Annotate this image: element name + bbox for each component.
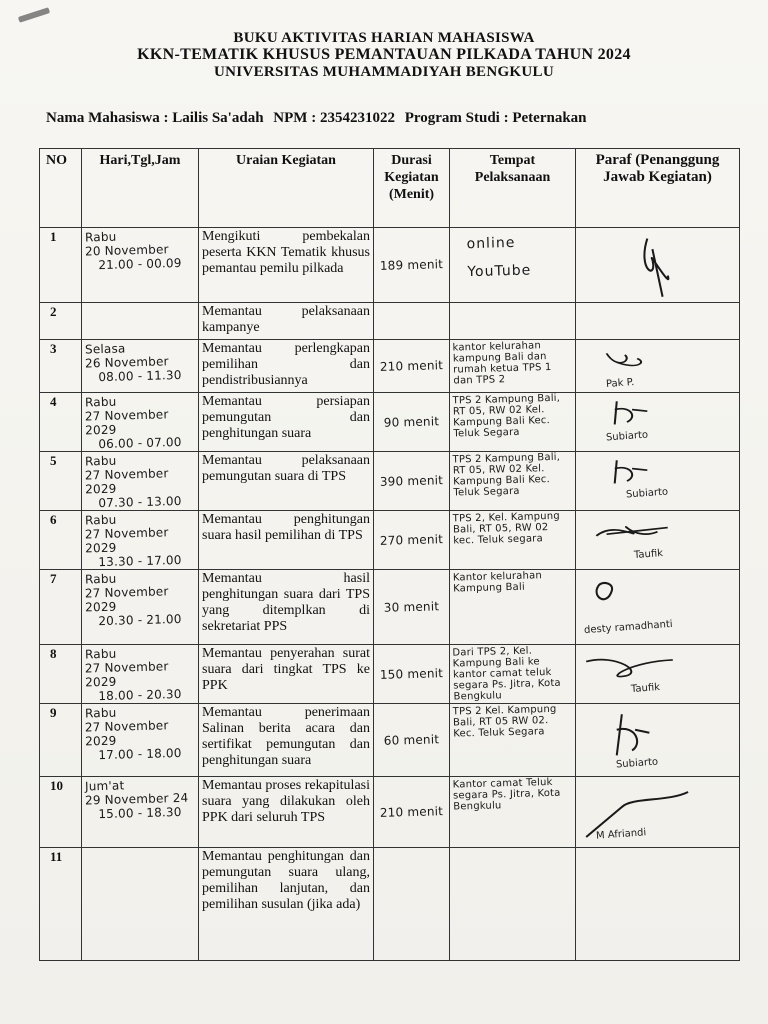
col-header-tempat: Tempat Pelaksanaan — [450, 149, 576, 228]
row-location — [450, 704, 576, 777]
row-jam: 18.00 - 20.30 — [98, 686, 182, 704]
duration-value: 150 menit — [379, 665, 444, 682]
student-name: Nama Mahasiswa : Lailis Sa'adah — [46, 110, 264, 126]
row-jam: 06.00 - 07.00 — [98, 434, 182, 452]
location-value: online YouTube — [466, 234, 532, 281]
doc-title-2: KKN-TEMATIK KHUSUS PEMANTAUAN PILKADA TAHUN 2024 — [137, 46, 631, 63]
row-number: 5 — [40, 452, 82, 511]
row-activity: Memantau pelaksanaan kampanye — [199, 303, 374, 340]
location-value: TPS 2 Kampung Bali, RT 05, RW 02 Kel. Kampung Bali Kec. Teluk Segara — [452, 451, 561, 499]
signatory-name: Subiarto — [605, 429, 649, 444]
table-row — [40, 340, 740, 393]
row-hari: Rabu — [84, 512, 117, 528]
row-date-time — [82, 303, 199, 340]
row-location — [450, 452, 576, 511]
row-activity: Memantau penghitungan dan pemungutan suara ulang, pemilihan lanjutan, dan pemilihan susulan (jika ada) — [199, 848, 374, 961]
location-value: Kantor kelurahan Kampung Bali — [452, 570, 543, 595]
row-signature — [576, 452, 740, 511]
row-duration — [374, 848, 450, 961]
row-location — [450, 393, 576, 452]
row-hari: Rabu — [84, 571, 117, 587]
table-row — [40, 645, 740, 704]
signatory-name: Subiarto — [625, 486, 669, 501]
row-hari: Selasa — [84, 341, 126, 357]
row-jam: 13.30 - 17.00 — [98, 552, 182, 570]
signatory-name: Subiarto — [615, 756, 659, 771]
row-activity: Memantau penghitungan suara hasil pemilihan di TPS — [199, 511, 374, 570]
row-date-time — [82, 704, 199, 777]
signatory-name: Taufik — [630, 682, 661, 695]
row-date-time — [82, 228, 199, 303]
duration-value: 270 menit — [379, 531, 444, 548]
row-date-time — [82, 393, 199, 452]
duration-value — [377, 903, 446, 905]
duration-value: 210 menit — [379, 803, 444, 820]
signature-scribble — [576, 452, 739, 510]
row-activity: Memantau proses rekapitulasi suara yang dilakukan oleh PPK dari seluruh TPS — [199, 777, 374, 848]
row-tgl: 26 November — [84, 354, 169, 371]
doc-title-1: BUKU AKTIVITAS HARIAN MAHASISWA — [233, 30, 535, 46]
row-signature — [576, 570, 740, 645]
table-row — [40, 704, 740, 777]
row-tgl: 27 November 2029 — [84, 584, 169, 615]
row-signature — [576, 303, 740, 340]
row-activity: Memantau perlengkapan pemilihan dan pendistribusiannya — [199, 340, 374, 393]
table-row — [40, 393, 740, 452]
row-number: 11 — [40, 848, 82, 961]
row-number: 2 — [40, 303, 82, 340]
signature-scribble — [576, 340, 739, 392]
row-duration — [374, 452, 450, 511]
row-signature — [576, 511, 740, 570]
row-activity: Memantau penyerahan surat suara dari tingkat TPS ke PPK — [199, 645, 374, 704]
signature-scribble — [576, 393, 739, 451]
row-location — [450, 777, 576, 848]
row-hari — [85, 303, 195, 306]
row-duration — [374, 511, 450, 570]
col-header-uraian: Uraian Kegiatan — [199, 149, 374, 228]
table-row — [40, 452, 740, 511]
row-tgl: 27 November 2029 — [84, 659, 169, 690]
row-location — [450, 511, 576, 570]
row-duration — [374, 228, 450, 303]
row-activity: Memantau hasil penghitungan suara dari TPS yang ditemplkan di sekretariat PPS — [199, 570, 374, 645]
row-hari: Rabu — [84, 453, 117, 469]
row-activity: Memantau penerimaan Salinan berita acara dan sertifikat pemungutan dan penghitungan suara — [199, 704, 374, 777]
signatory-name: Taufik — [633, 548, 664, 561]
row-activity: Memantau pelaksanaan pemungutan suara di TPS — [199, 452, 374, 511]
duration-value: 210 menit — [379, 357, 444, 374]
row-location — [450, 570, 576, 645]
row-hari: Rabu — [84, 705, 117, 721]
row-location — [450, 645, 576, 704]
duration-value: 90 menit — [383, 413, 440, 430]
row-signature — [576, 704, 740, 777]
location-value: Kantor camat Teluk segara Ps. Jitra, Kota Bengkulu — [452, 776, 561, 813]
row-jam: 21.00 - 00.09 — [98, 255, 182, 273]
row-jam — [85, 303, 195, 306]
study-program: Program Studi : Peternakan — [404, 110, 587, 126]
row-date-time — [82, 848, 199, 961]
row-number: 4 — [40, 393, 82, 452]
row-tgl — [85, 848, 195, 851]
row-signature — [576, 645, 740, 704]
row-duration — [374, 777, 450, 848]
row-tgl: 27 November 2029 — [84, 525, 169, 556]
student-info — [46, 110, 746, 127]
row-duration — [374, 570, 450, 645]
duration-value: 189 menit — [379, 256, 444, 273]
row-number: 7 — [40, 570, 82, 645]
signatory-name: Pak P. — [605, 377, 635, 390]
duration-value: 60 menit — [383, 731, 440, 748]
row-date-time — [82, 645, 199, 704]
row-date-time — [82, 777, 199, 848]
row-activity: Memantau persiapan pemungutan dan penghitungan suara — [199, 393, 374, 452]
table-body — [40, 228, 740, 961]
row-number: 9 — [40, 704, 82, 777]
duration-value: 390 menit — [379, 472, 444, 489]
signature-scribble — [576, 645, 739, 703]
row-activity: Mengikuti pembekalan peserta KKN Tematik khusus pemantau pemilu pilkada — [199, 228, 374, 303]
table-row — [40, 570, 740, 645]
row-duration — [374, 393, 450, 452]
row-hari: Rabu — [84, 646, 117, 662]
row-location — [450, 340, 576, 393]
row-tgl: 27 November 2029 — [84, 718, 169, 749]
table-row — [40, 303, 740, 340]
row-number: 8 — [40, 645, 82, 704]
location-value: Dari TPS 2, Kel. Kampung Bali ke kantor camat teluk segara Ps. Jitra, Kota Bengkulu — [452, 645, 561, 703]
row-date-time — [82, 511, 199, 570]
row-hari — [85, 848, 195, 851]
row-duration — [374, 303, 450, 340]
duration-value — [377, 320, 446, 322]
row-jam: 08.00 - 11.30 — [98, 367, 182, 385]
row-tgl: 20 November — [84, 242, 169, 259]
row-hari: Jum'at — [84, 778, 125, 794]
row-jam: 15.00 - 18.30 — [98, 804, 182, 822]
signatory-name: M Afriandi — [595, 827, 647, 842]
location-value: TPS 2, Kel. Kampung Bali, RT 05, RW 02 kec. Teluk segara — [452, 510, 560, 547]
row-jam: 20.30 - 21.00 — [98, 611, 182, 629]
row-hari: Rabu — [84, 394, 117, 410]
activity-table — [39, 148, 740, 961]
row-duration — [374, 645, 450, 704]
row-tgl: 27 November 2029 — [84, 407, 169, 438]
signature-scribble — [576, 228, 739, 302]
col-header-no: NO — [40, 149, 82, 228]
table-row — [40, 511, 740, 570]
row-number: 3 — [40, 340, 82, 393]
location-value: kantor kelurahan kampung Bali dan rumah ketua TPS 1 dan TPS 2 — [452, 340, 552, 387]
table-row — [40, 777, 740, 848]
location-value — [453, 302, 572, 305]
row-signature — [576, 777, 740, 848]
corner-mark — [18, 7, 50, 23]
row-duration — [374, 704, 450, 777]
table-row — [40, 848, 740, 961]
student-npm: NPM : 2354231022 — [273, 110, 395, 126]
row-date-time — [82, 570, 199, 645]
table-header-row — [40, 149, 740, 228]
location-value: TPS 2 Kampung Bali, RT 05, RW 02 Kel. Kampung Bali Kec. Teluk Segara — [452, 392, 561, 440]
duration-value: 30 menit — [383, 598, 440, 615]
row-jam: 17.00 - 18.00 — [98, 745, 182, 763]
row-location — [450, 228, 576, 303]
row-date-time — [82, 452, 199, 511]
doc-title-3: UNIVERSITAS MUHAMMADIYAH BENGKULU — [214, 64, 554, 80]
col-header-hari: Hari,Tgl,Jam — [82, 149, 199, 228]
row-signature — [576, 848, 740, 961]
signature-scribble — [576, 511, 739, 569]
row-number: 6 — [40, 511, 82, 570]
col-header-paraf: Paraf (Penanggung Jawab Kegiatan) — [576, 149, 740, 228]
row-tgl: 29 November 24 — [84, 790, 189, 808]
location-value — [453, 847, 572, 850]
row-signature — [576, 393, 740, 452]
signatory-name: desty ramadhanti — [583, 618, 673, 637]
row-tgl — [85, 303, 195, 306]
row-jam — [85, 848, 195, 851]
row-date-time — [82, 340, 199, 393]
row-location — [450, 848, 576, 961]
row-number: 10 — [40, 777, 82, 848]
row-hari: Rabu — [84, 229, 117, 245]
row-duration — [374, 340, 450, 393]
row-tgl: 27 November 2029 — [84, 466, 169, 497]
row-number: 1 — [40, 228, 82, 303]
col-header-durasi: Durasi Kegiatan (Menit) — [374, 149, 450, 228]
row-jam: 07.30 - 13.00 — [98, 493, 182, 511]
row-signature — [576, 340, 740, 393]
location-value: TPS 2 Kel. Kampung Bali, RT 05 RW 02. Kec. Teluk Segara — [452, 703, 557, 740]
row-signature — [576, 228, 740, 303]
row-location — [450, 303, 576, 340]
table-row — [40, 228, 740, 303]
